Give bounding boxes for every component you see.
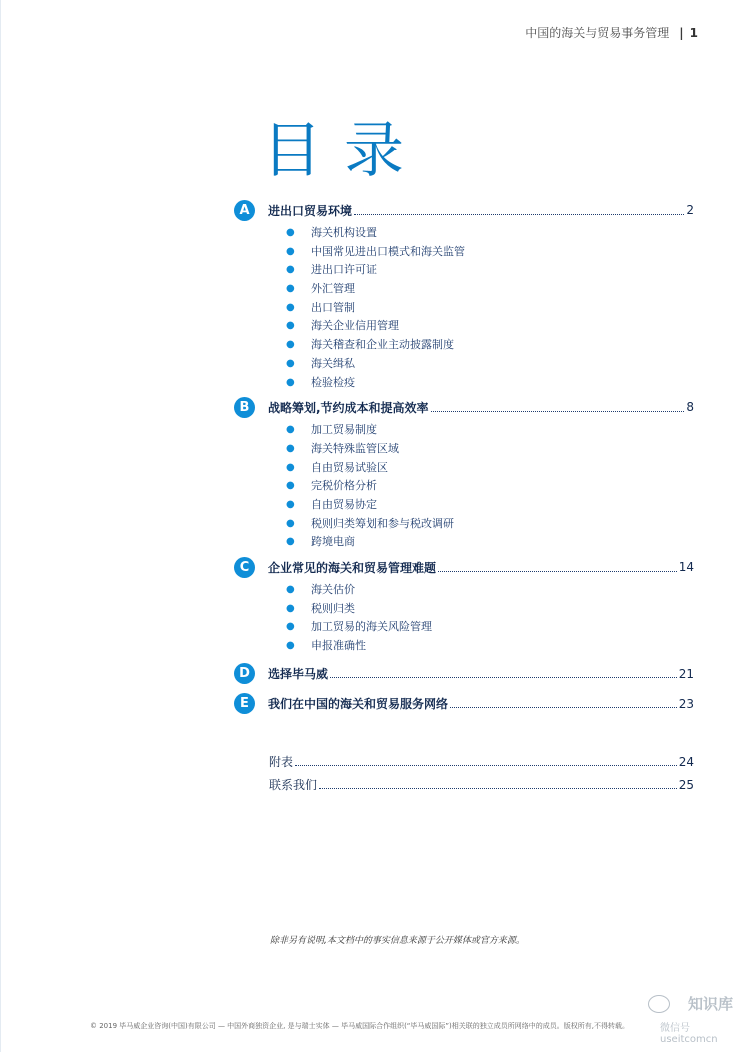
section-badge: E (234, 693, 255, 714)
bullet-icon: ● (286, 376, 295, 388)
list-item[interactable]: ● 税则归类 (286, 600, 694, 619)
list-item[interactable]: ● 进出口许可证 (286, 261, 694, 280)
watermark-sub: 微信号 useitcomcn (660, 1023, 718, 1045)
dot-leader (438, 561, 677, 572)
source-footnote: 除非另有说明,本文档中的事实信息来源于公开媒体或官方来源。 (270, 936, 525, 946)
bullet-icon: ● (286, 227, 295, 238)
list-item[interactable]: ● 跨境电商 (286, 533, 694, 552)
section-title: 选择毕马威 (268, 667, 329, 682)
appendix-page: 24 (678, 754, 694, 769)
list-item[interactable]: ● 出口管制 (286, 299, 694, 318)
page-title: 目录 (262, 116, 426, 186)
bullet-icon: ● (286, 461, 295, 473)
header-separator: | (679, 25, 684, 40)
section-page: 21 (678, 666, 694, 681)
watermark-name: 知识库 (688, 995, 734, 1013)
bullet-icon: ● (286, 442, 295, 454)
bullet-icon: ● (286, 640, 295, 652)
bullet-icon: ● (286, 424, 295, 436)
wechat-icon (648, 995, 670, 1013)
section-page: 14 (678, 560, 694, 574)
table-of-contents (234, 199, 694, 796)
dot-leader (450, 697, 677, 708)
bullet-icon: ● (286, 602, 295, 614)
header-title: 中国的海关与贸易事务管理 (525, 26, 670, 40)
bullet-icon: ● (286, 320, 295, 332)
list-item[interactable]: ● 海关估价 (286, 581, 694, 600)
list-item[interactable]: ● 税则归类筹划和参与税改调研 (286, 515, 694, 534)
subitem-list (286, 224, 694, 392)
dot-leader (319, 778, 677, 789)
dot-leader (354, 204, 684, 215)
list-item[interactable]: ● 中国常见进出口模式和海关监管 (286, 243, 694, 262)
section-badge: D (234, 663, 255, 684)
toc-section-b (234, 396, 694, 552)
appendix-title: 附表 (269, 755, 294, 770)
bullet-icon: ● (286, 357, 295, 369)
bullet-icon: ● (286, 498, 295, 510)
section-title: 企业常见的海关和贸易管理难题 (268, 560, 437, 575)
toc-section-d (234, 663, 694, 685)
list-item[interactable]: ● 加工贸易的海关风险管理 (286, 618, 694, 637)
bullet-icon: ● (286, 517, 295, 529)
section-badge: C (234, 557, 255, 578)
subitem-list (286, 421, 694, 552)
list-item[interactable]: ● 海关企业信用管理 (286, 317, 694, 336)
section-page: 8 (686, 400, 694, 415)
toc-entry-contact[interactable] (269, 774, 694, 796)
toc-entry-d[interactable] (234, 663, 694, 685)
copyright-notice: © 2019 毕马威企业咨询(中国)有限公司 — 中国外商独资企业, 是与瑞士实体 — 毕马威国际合作组织(“毕马威国际”)相关联的独立成员所网络中的成员。版权所有,不得转载。 (90, 1022, 630, 1030)
bullet-icon: ● (286, 536, 295, 548)
bullet-icon: ● (286, 264, 295, 276)
dot-leader (330, 667, 677, 678)
bullet-icon: ● (286, 245, 295, 257)
toc-entry-c[interactable] (234, 556, 694, 578)
bullet-icon: ● (286, 301, 295, 313)
section-badge: B (234, 397, 255, 418)
left-edge-rule (0, 0, 1, 1052)
watermark (648, 993, 733, 1014)
list-item[interactable]: ● 海关特殊监管区域 (286, 440, 694, 459)
list-item[interactable]: ● 检验检疫 (286, 374, 694, 393)
subitem-list (286, 581, 694, 656)
list-item[interactable]: ● 海关稽查和企业主动披露制度 (286, 336, 694, 355)
list-item[interactable]: ● 自由贸易协定 (286, 496, 694, 515)
toc-section-e (234, 693, 694, 715)
contact-title: 联系我们 (269, 778, 318, 793)
bullet-icon: ● (286, 283, 295, 295)
page-header (525, 24, 698, 41)
section-page: 2 (686, 203, 694, 217)
toc-section-a (234, 199, 694, 392)
section-title: 进出口贸易环境 (268, 203, 353, 218)
toc-entry-appendix[interactable] (269, 751, 694, 773)
list-item[interactable]: ● 海关机构设置 (286, 224, 694, 243)
toc-entry-b[interactable] (234, 396, 694, 418)
bullet-icon: ● (286, 584, 295, 595)
section-title: 我们在中国的海关和贸易服务网络 (268, 697, 449, 712)
list-item[interactable]: ● 外汇管理 (286, 280, 694, 299)
header-page-number: 1 (689, 25, 698, 40)
list-item[interactable]: ● 加工贸易制度 (286, 421, 694, 440)
list-item[interactable]: ● 完税价格分析 (286, 477, 694, 496)
toc-entry-a[interactable] (234, 199, 694, 221)
toc-section-c (234, 556, 694, 656)
bullet-icon: ● (286, 339, 295, 351)
list-item[interactable]: ● 申报准确性 (286, 637, 694, 656)
bullet-icon: ● (286, 621, 295, 633)
contact-page: 25 (678, 777, 694, 792)
toc-entry-e[interactable] (234, 693, 694, 715)
list-item[interactable]: ● 自由贸易试验区 (286, 459, 694, 478)
bullet-icon: ● (286, 480, 295, 492)
dot-leader (295, 755, 677, 766)
section-badge: A (234, 200, 255, 221)
section-page: 23 (678, 696, 694, 711)
dot-leader (431, 401, 685, 412)
list-item[interactable]: ● 海关缉私 (286, 355, 694, 374)
section-title: 战略筹划,节约成本和提高效率 (268, 400, 429, 415)
